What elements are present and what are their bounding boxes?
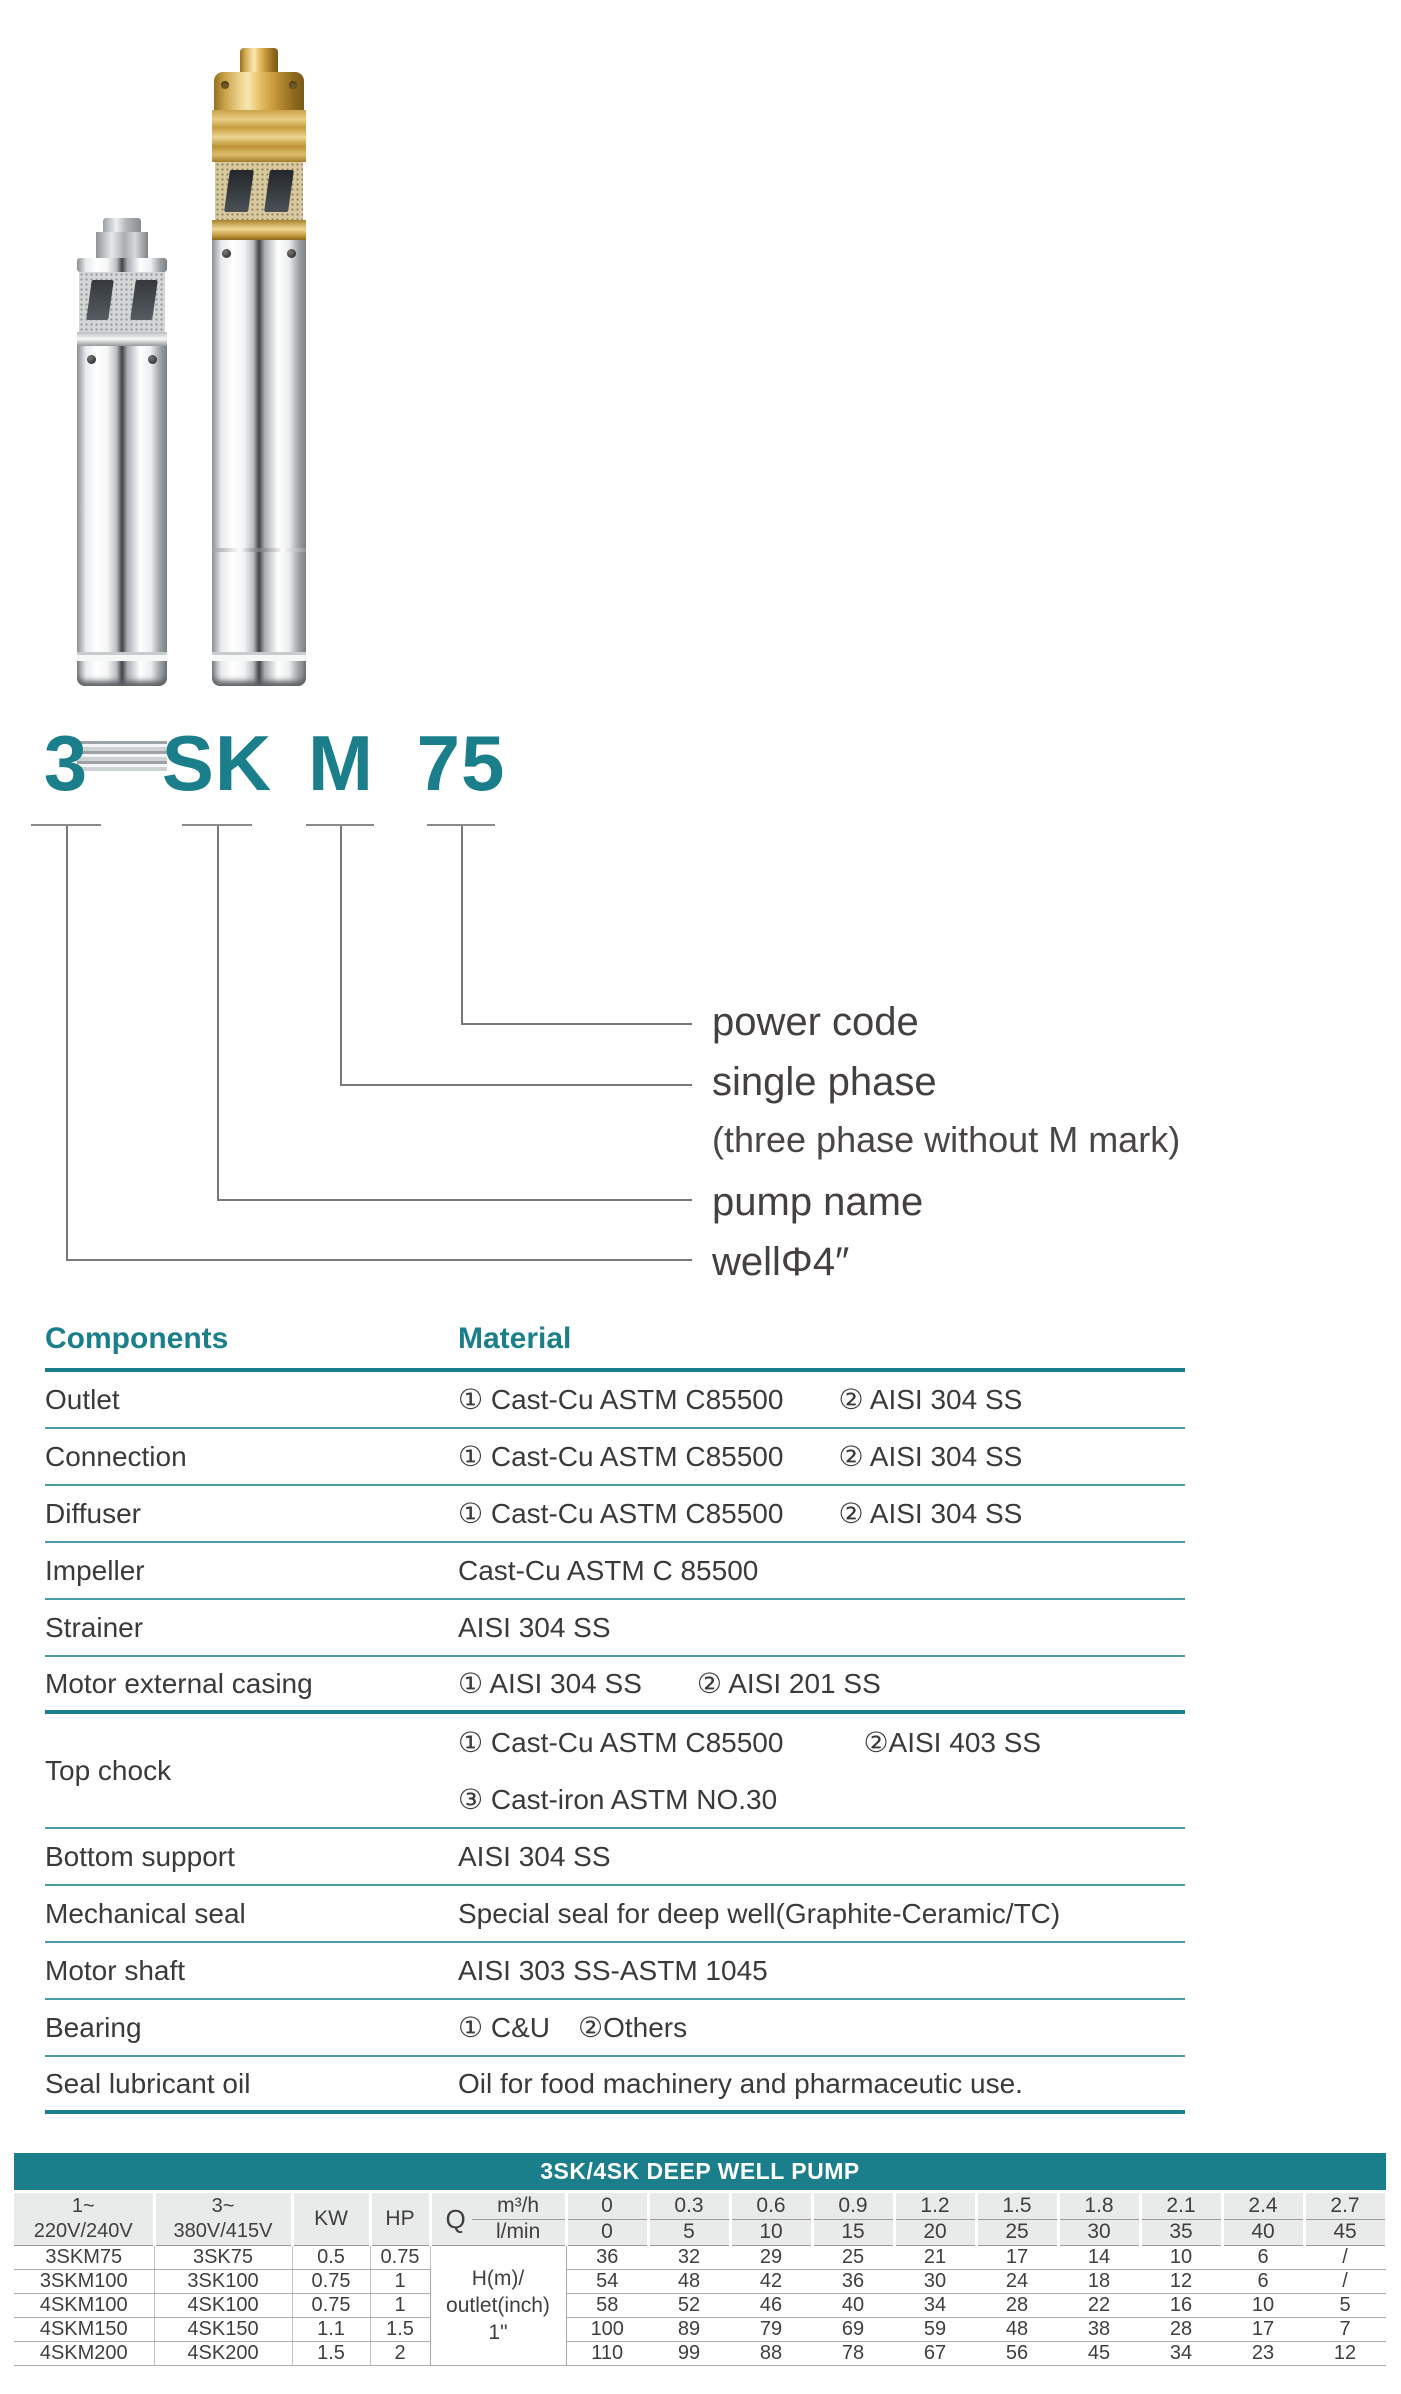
head-value: 40 — [812, 2294, 894, 2318]
component-name: Connection — [45, 1440, 187, 1472]
header-three-phase — [154, 2193, 292, 2246]
head-outlet-cell — [430, 2246, 566, 2366]
head-value: 34 — [1140, 2342, 1222, 2366]
table-row — [45, 1886, 1185, 1943]
collar-icon — [212, 240, 306, 268]
label-three-phase-note: (three phase without M mark) — [712, 1119, 1181, 1160]
header-hp: HP — [370, 2193, 430, 2246]
component-name: Impeller — [45, 1554, 145, 1586]
strainer-mesh-icon — [79, 272, 165, 332]
model-1ph: 4SKM200 — [14, 2342, 154, 2366]
strainer-window-icon — [130, 280, 158, 320]
head-value: 78 — [812, 2342, 894, 2366]
connector-line — [461, 1023, 692, 1025]
head-value: 46 — [730, 2294, 812, 2318]
header-line: 3~ — [211, 2195, 235, 2217]
table-row — [45, 1600, 1185, 1657]
brass-head-icon — [212, 110, 306, 162]
head-value: 28 — [1140, 2318, 1222, 2342]
head-value: 30 — [894, 2270, 976, 2294]
table-row — [14, 2342, 1386, 2366]
table-row — [45, 2000, 1185, 2057]
flow-m3h: 2.7 — [1304, 2193, 1386, 2219]
q-label: Q — [445, 2203, 466, 2234]
bolt-icon — [222, 249, 231, 258]
component-name: Diffuser — [45, 1497, 141, 1529]
component-name: Motor external casing — [45, 1667, 313, 1699]
head-value: 29 — [730, 2246, 812, 2270]
head-value: 59 — [894, 2318, 976, 2342]
head-value: 7 — [1304, 2318, 1386, 2342]
body-joint-icon — [212, 548, 306, 552]
code-pump-name: SK — [161, 719, 273, 807]
material-value: ① Cast-Cu ASTM C85500 — [458, 1498, 784, 1529]
flow-lmin: 5 — [648, 2219, 730, 2245]
brass-ring-icon — [212, 220, 306, 240]
bottom-cap-icon — [212, 652, 306, 686]
material-value: AISI 304 SS — [458, 1611, 611, 1643]
collar-icon — [77, 346, 167, 376]
head-value: 17 — [1222, 2318, 1304, 2342]
component-name: Bearing — [45, 2011, 142, 2043]
flow-m3h: 0.6 — [730, 2193, 812, 2219]
flow-m3h: 1.5 — [976, 2193, 1058, 2219]
kw-value: 1.1 — [292, 2318, 370, 2342]
header-q — [430, 2193, 566, 2246]
head-value: 69 — [812, 2318, 894, 2342]
model-1ph: 3SKM100 — [14, 2270, 154, 2294]
table-row — [45, 2057, 1185, 2114]
head-value: 52 — [648, 2294, 730, 2318]
head-value: 100 — [566, 2318, 648, 2342]
hcell-line: 1" — [488, 2321, 508, 2345]
head-value: 17 — [976, 2246, 1058, 2270]
component-name: Outlet — [45, 1383, 120, 1415]
head-value: 58 — [566, 2294, 648, 2318]
table-row — [45, 1372, 1185, 1429]
kw-value: 0.5 — [292, 2246, 370, 2270]
model-1ph: 4SKM100 — [14, 2294, 154, 2318]
table-row — [14, 2270, 1386, 2294]
component-name: Motor shaft — [45, 1954, 186, 1986]
model-3ph: 4SK200 — [154, 2342, 292, 2366]
connector-line — [217, 826, 219, 1199]
flow-lmin: 10 — [730, 2219, 812, 2245]
head-value: 36 — [812, 2270, 894, 2294]
flow-m3h: 2.1 — [1140, 2193, 1222, 2219]
connector-line — [66, 1259, 692, 1261]
hcell-line: H(m)/ — [471, 2266, 525, 2290]
label-pump-name: pump name — [712, 1180, 924, 1224]
head-value: 25 — [812, 2246, 894, 2270]
flow-m3h: 0 — [566, 2193, 648, 2219]
head-value: 22 — [1058, 2294, 1140, 2318]
ring-icon — [77, 332, 167, 346]
connector-line — [66, 826, 68, 1259]
code-well-size: 3 — [43, 719, 89, 807]
head-value: 6 — [1222, 2270, 1304, 2294]
head-value: 110 — [566, 2342, 648, 2366]
head-value: 38 — [1058, 2318, 1140, 2342]
flow-m3h: 0.3 — [648, 2193, 730, 2219]
head-value: 12 — [1304, 2342, 1386, 2366]
header-line: 380V/415V — [173, 2220, 273, 2242]
bolt-icon — [287, 249, 296, 258]
head-value: 32 — [648, 2246, 730, 2270]
material-value: AISI 304 SS — [458, 1840, 611, 1872]
component-name: Mechanical seal — [45, 1897, 246, 1929]
header-single-phase — [14, 2193, 154, 2246]
head-value: 12 — [1140, 2270, 1222, 2294]
hp-value: 0.75 — [370, 2246, 430, 2270]
flange-icon — [77, 258, 167, 272]
ribs-icon — [77, 741, 167, 771]
flow-lmin: 30 — [1058, 2219, 1140, 2245]
label-single-phase: single phase — [712, 1060, 937, 1104]
head-value: 34 — [894, 2294, 976, 2318]
head-value: 28 — [976, 2294, 1058, 2318]
flow-m3h: 0.9 — [812, 2193, 894, 2219]
code-phase: M — [308, 719, 374, 807]
model-3ph: 3SK100 — [154, 2270, 292, 2294]
table-row — [45, 1829, 1185, 1886]
head-value: 42 — [730, 2270, 812, 2294]
material-header: Material — [458, 1322, 572, 1355]
head-value: 88 — [730, 2342, 812, 2366]
hp-value: 2 — [370, 2342, 430, 2366]
strainer-window-icon — [264, 170, 294, 212]
spec-table — [14, 2193, 1388, 2366]
material-value: ②Others — [578, 2012, 688, 2043]
flow-lmin: 45 — [1304, 2219, 1386, 2245]
flange-hole-icon — [221, 81, 229, 89]
flow-lmin: 20 — [894, 2219, 976, 2245]
kw-value: 1.5 — [292, 2342, 370, 2366]
hp-value: 1.5 — [370, 2318, 430, 2342]
pump-photo-4sk — [212, 48, 306, 686]
head-value: 54 — [566, 2270, 648, 2294]
head-value: 79 — [730, 2318, 812, 2342]
flow-lmin: 0 — [566, 2219, 648, 2245]
bolt-icon — [148, 355, 157, 364]
material-value: Special seal for deep well(Graphite-Ceramic/TC) — [458, 1897, 1061, 1929]
hp-value: 1 — [370, 2294, 430, 2318]
label-power-code: power code — [712, 1000, 919, 1044]
flow-lmin: 35 — [1140, 2219, 1222, 2245]
flow-lmin: 15 — [812, 2219, 894, 2245]
model-3ph: 4SK100 — [154, 2294, 292, 2318]
motor-casing-icon — [77, 376, 167, 652]
head-value: 89 — [648, 2318, 730, 2342]
code-power: 75 — [416, 719, 506, 807]
component-name: Bottom support — [45, 1840, 235, 1872]
head-value: / — [1304, 2270, 1386, 2294]
component-name: Strainer — [45, 1611, 144, 1643]
m3h-label: m³/h — [472, 2193, 565, 2220]
material-value: ③ Cast-iron ASTM NO.30 — [458, 1783, 778, 1815]
head-value: 99 — [648, 2342, 730, 2366]
head-value: 10 — [1222, 2294, 1304, 2318]
material-value: ① AISI 304 SS — [458, 1668, 642, 1699]
component-name: Seal lubricant oil — [45, 2067, 251, 2099]
table-row — [14, 2246, 1386, 2270]
table-row — [14, 2294, 1386, 2318]
flow-m3h: 2.4 — [1222, 2193, 1304, 2219]
head-value: 21 — [894, 2246, 976, 2270]
components-table — [45, 1322, 1185, 2114]
table-row — [45, 1543, 1185, 1600]
head-value: 10 — [1140, 2246, 1222, 2270]
spec-table-section — [14, 2153, 1386, 2366]
head-value: 67 — [894, 2342, 976, 2366]
connector-line — [340, 826, 342, 1084]
head-value: 16 — [1140, 2294, 1222, 2318]
flow-lmin: 25 — [976, 2219, 1058, 2245]
material-value: Cast-Cu ASTM C 85500 — [458, 1554, 759, 1586]
material-value: ① Cast-Cu ASTM C85500 — [458, 1441, 784, 1472]
outlet-nub-icon — [240, 48, 278, 74]
hcell-line: outlet(inch) — [446, 2293, 550, 2317]
head-value: 56 — [976, 2342, 1058, 2366]
head-value: 18 — [1058, 2270, 1140, 2294]
bottom-cap-icon — [77, 652, 167, 686]
kw-value: 0.75 — [292, 2270, 370, 2294]
flange-hole-icon — [289, 81, 297, 89]
model-1ph: 4SKM150 — [14, 2318, 154, 2342]
material-value: ② AISI 201 SS — [696, 1668, 881, 1699]
connector-line — [340, 1084, 692, 1086]
material-value: Oil for food machinery and pharmaceutic use. — [458, 2067, 1023, 2099]
head-value: 24 — [976, 2270, 1058, 2294]
material-value: ① Cast-Cu ASTM C85500 — [458, 1726, 784, 1758]
table-row — [45, 1657, 1185, 1714]
table-row — [45, 1714, 1185, 1829]
material-value: ② AISI 304 SS — [838, 1498, 1023, 1529]
strainer-window-icon — [86, 280, 114, 320]
strainer-mesh-icon — [215, 162, 303, 220]
head-value: 5 — [1304, 2294, 1386, 2318]
lmin-label: l/min — [495, 2220, 541, 2244]
pump-photo-3sk — [77, 218, 167, 686]
material-value: ② AISI 304 SS — [838, 1384, 1023, 1415]
model-3ph: 3SK75 — [154, 2246, 292, 2270]
header-line: 1~ — [71, 2195, 95, 2217]
flow-lmin: 40 — [1222, 2219, 1304, 2245]
header-line: 220V/240V — [33, 2220, 133, 2242]
material-value: ① C&U — [458, 2012, 550, 2043]
component-name: Top chock — [45, 1754, 172, 1786]
label-well-diameter: wellΦ4″ — [712, 1240, 850, 1284]
head-value: 48 — [648, 2270, 730, 2294]
motor-casing-icon — [212, 268, 306, 652]
hp-value: 1 — [370, 2270, 430, 2294]
head-value: 48 — [976, 2318, 1058, 2342]
head-value: 36 — [566, 2246, 648, 2270]
connector-line — [217, 1199, 692, 1201]
material-value: AISI 303 SS-ASTM 1045 — [458, 1954, 768, 1986]
head-value: / — [1304, 2246, 1386, 2270]
flow-m3h: 1.2 — [894, 2193, 976, 2219]
kw-value: 0.75 — [292, 2294, 370, 2318]
material-value: ① Cast-Cu ASTM C85500 — [458, 1384, 784, 1415]
model-3ph: 4SK150 — [154, 2318, 292, 2342]
components-header: Components — [45, 1322, 229, 1355]
head-value: 6 — [1222, 2246, 1304, 2270]
head-value: 23 — [1222, 2342, 1304, 2366]
outlet-connector-icon — [96, 232, 148, 260]
bolt-icon — [87, 355, 96, 364]
components-table-header — [45, 1322, 1185, 1372]
table-row — [45, 1486, 1185, 1543]
header-kw: KW — [292, 2193, 370, 2246]
table-row — [14, 2318, 1386, 2342]
connector-line — [461, 826, 463, 1023]
flow-m3h: 1.8 — [1058, 2193, 1140, 2219]
material-value: ② AISI 304 SS — [838, 1441, 1023, 1472]
head-value: 45 — [1058, 2342, 1140, 2366]
table-row — [45, 1429, 1185, 1486]
material-value: ②AISI 403 SS — [863, 1726, 1042, 1758]
strainer-window-icon — [224, 170, 254, 212]
brass-flange-icon — [214, 72, 304, 112]
model-1ph: 3SKM75 — [14, 2246, 154, 2270]
table-row — [45, 1943, 1185, 2000]
head-value: 14 — [1058, 2246, 1140, 2270]
spec-table-title: 3SK/4SK DEEP WELL PUMP — [14, 2153, 1386, 2190]
